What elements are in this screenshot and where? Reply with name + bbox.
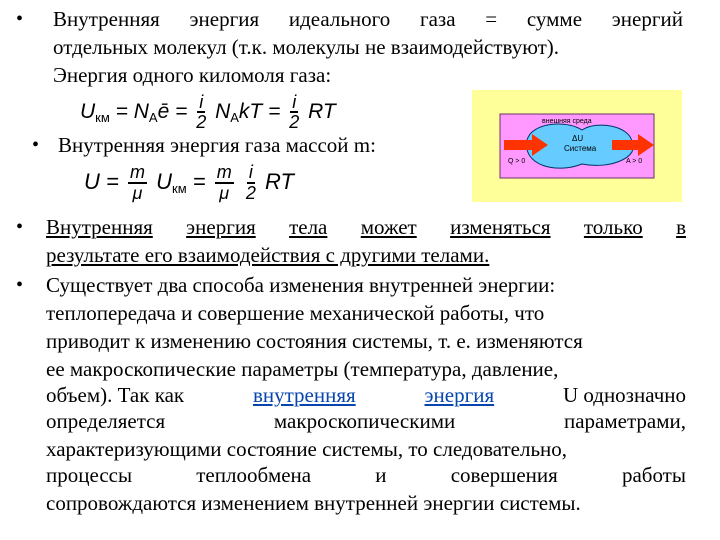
system-diagram	[472, 90, 682, 202]
formula2-m: m	[129, 162, 145, 183]
formula1-lhs: U	[80, 100, 96, 123]
formula2-m2: m	[216, 162, 232, 183]
formula1-frac1-den: 2	[196, 112, 207, 133]
bullet-4-line-4	[46, 356, 686, 382]
bullet-2-line	[58, 132, 376, 158]
word: энергий	[611, 7, 683, 31]
word: энергия	[189, 7, 260, 31]
word: идеального	[288, 7, 391, 31]
internal-link-word-1[interactable]: внутренняя	[252, 383, 356, 407]
bullet-4-text-7: характеризующими состояние системы, то следовательно,	[46, 437, 568, 461]
formula1-fraction-2	[289, 93, 299, 133]
formula1-mid-sub: A	[230, 110, 239, 125]
word: только	[583, 215, 643, 239]
bullet-4-line-8	[46, 462, 686, 488]
bullet-3-text-2: результате его взаимодействия с другими телами.	[46, 243, 490, 267]
diagram-delta-u: ΔU	[572, 134, 584, 143]
diagram-top-text: внешняя среда	[542, 118, 592, 125]
bullet-1-line-3	[53, 62, 331, 88]
bullet-4-text-2: теплопередача и совершение механической работы, что	[46, 301, 545, 325]
formula1-rt: RT	[308, 100, 336, 123]
bullet-4-line5-end: U однозначно	[562, 383, 686, 407]
word: теплообмена	[196, 463, 312, 487]
word: сумме	[526, 7, 583, 31]
formula1-ebar: ē	[157, 100, 170, 123]
formula2-eq: =	[192, 169, 206, 194]
formula2-fraction-i-2	[246, 163, 256, 203]
formula1-frac2-num: i	[292, 91, 297, 112]
formula1-frac1-num: i	[199, 91, 204, 112]
bullet-1-marker: •	[16, 8, 24, 30]
bullet-4-line-1	[46, 272, 686, 298]
bullet-4-line5-start: объем). Так как	[46, 383, 185, 407]
bullet-4-line-3	[46, 328, 686, 354]
formula2-u: U	[156, 169, 172, 194]
formula1-na: N	[215, 100, 231, 123]
formula2-mu2: μ	[219, 183, 230, 204]
bullet-2-text: Внутренняя энергия газа массой m:	[58, 133, 376, 157]
word: Внутренняя	[53, 7, 160, 31]
formula-mass-energy	[84, 160, 294, 211]
bullet-4-marker: •	[16, 274, 24, 296]
word: параметрами,	[563, 409, 686, 433]
bullet-3-marker: •	[16, 216, 24, 238]
formula1-lhs-sub: км	[95, 110, 110, 125]
formula2-mu: μ	[132, 183, 143, 204]
bullet-4-line-9	[46, 490, 686, 516]
bullet-2-marker: •	[32, 134, 40, 156]
bullet-4-text-1: Существует два способа изменения внутренней энергии:	[46, 273, 556, 297]
bullet-4-text-9: сопровождаются изменением внутренней энергии системы.	[46, 491, 581, 515]
word: макроскопическими	[273, 409, 456, 433]
formula1-na-sub: A	[148, 110, 158, 125]
bullet-4-line-5	[46, 382, 686, 408]
bullet-4-line-6	[46, 408, 686, 434]
bullet-1-text-2: отдельных молекул (т.к. молекулы не взаимодействуют).	[53, 35, 560, 59]
word: работы	[621, 463, 686, 487]
word: и	[375, 463, 387, 487]
word: Внутренняя	[46, 215, 153, 239]
diagram-system-label: Система	[564, 144, 597, 153]
formula2-two: 2	[245, 183, 256, 204]
bullet-3-line-1	[46, 214, 686, 240]
word: энергия	[186, 215, 256, 239]
bullet-1-line-2	[53, 34, 683, 60]
bullet-4-text-3: приводит к изменению состояния системы, т. е. изменяются	[46, 329, 583, 353]
bullet-4-line-2	[46, 300, 686, 326]
formula1-eq2: =	[175, 100, 188, 123]
formula2-lhs: U =	[84, 169, 119, 194]
word: изменяться	[450, 215, 551, 239]
word: определяется	[46, 409, 166, 433]
bullet-4-text-4: ее макроскопические параметры (температура, давление,	[46, 357, 559, 381]
diagram-q-label: Q > 0	[508, 158, 526, 165]
formula1-kt: kT =	[238, 100, 281, 123]
formula1-eq1: = N	[115, 100, 149, 123]
bullet-4-line-7	[46, 436, 686, 462]
energy-link-word-2[interactable]: энергия	[424, 383, 495, 407]
bullet-1-line-1	[53, 6, 683, 32]
diagram-a-label: A > 0	[626, 158, 643, 165]
bullet-3-line-2	[46, 242, 489, 268]
word: может	[360, 215, 417, 239]
formula2-rt: RT	[265, 169, 294, 194]
word: совершения	[450, 463, 558, 487]
formula1-frac2-den: 2	[289, 112, 300, 133]
word: в	[676, 215, 686, 239]
formula2-i: i	[248, 162, 253, 183]
formula2-fraction-m-mu-2	[215, 163, 234, 203]
formula2-u-sub: км	[172, 181, 187, 196]
bullet-1-text-3: Энергия одного киломоля газа:	[53, 63, 332, 87]
formula2-fraction-m-mu	[128, 163, 147, 203]
formula1-fraction-1	[196, 93, 206, 133]
word: газа	[419, 7, 456, 31]
word: процессы	[46, 463, 133, 487]
word: =	[485, 7, 498, 31]
word: тела	[289, 215, 328, 239]
